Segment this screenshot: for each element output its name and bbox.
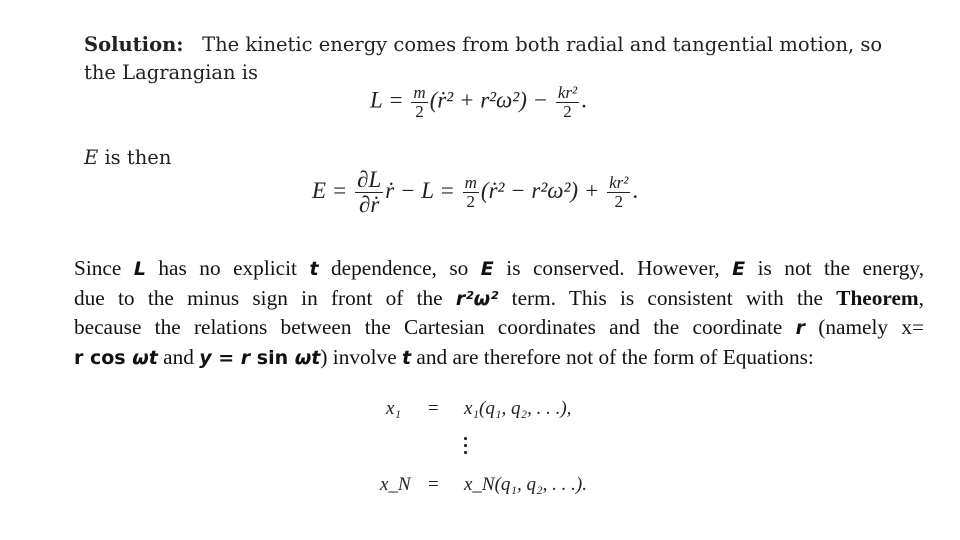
intro-line-2: the Lagrangian is [84,61,259,84]
energy-equation [312,168,638,217]
paragraph-line-2: due to the minus sign in front of the r²ω² term. This is consistent with the Theorem, [74,285,924,310]
theorem-label: Theorem [836,285,919,310]
eq2-period: . [632,177,639,203]
eq1-middle: (ṙ² + r²ω²) − [429,87,549,113]
array-row1-eq: = [428,398,439,419]
vdots-dot-3 [464,451,467,454]
paragraph-line-1: Since L has no explicit t dependence, so E is conserved. However, E is not the energy, [74,256,925,280]
eq2-frac-dL-drdot: $\frac{\partial L}{\text{∂ṙ}}$ [357,167,382,218]
paragraph-line-4: r cos ωt and y = r sin ωt) involve t and are therefore not of the form of Equations: [74,344,814,369]
e-then-line [84,146,171,169]
explanation-paragraph [74,254,924,372]
array-rowN-lhs: x_N [380,474,411,495]
eq2-frac-kr2-over-2: $\frac{\text{kr²}}{2}$ [609,173,629,212]
array-row1-lhs: x₁ [386,398,402,419]
vdots-dot-1 [464,437,467,440]
lagrangian-equation [370,84,587,121]
eq2-middle-1: ṙ − L = [385,177,455,203]
paragraph-line-3: because the relations between the Cartesian coordinates and the coordinate r (namely x= [74,315,924,340]
vdots-dot-2 [464,444,467,447]
eq1-lhs: L = [370,87,404,113]
eq1-frac-kr2-over-2: $\frac{\text{kr²}}{2}$ [557,83,578,121]
eq2-frac-m-over-2: $\frac{m}{2}$ [464,173,477,212]
solution-label: Solution: [84,33,184,56]
eq2-lhs: E = [312,177,348,203]
eq2-middle-2: (ṙ² − r²ω²) + [480,177,600,203]
intro-line-1 [84,33,882,56]
eq1-frac-m-over-2: $\frac{m}{2}$ [413,83,426,121]
array-row1-rhs: x₁(q₁, q₂, . . .), [464,398,572,419]
intro-text-1: The kinetic energy comes from both radial and tangential motion, so [202,33,883,56]
e-var: E [84,146,99,169]
array-rowN-rhs: x_N(q₁, q₂, . . .). [464,474,587,495]
e-then-text: is then [98,146,172,169]
array-rowN-eq: = [428,474,439,495]
eq1-period: . [581,87,587,113]
